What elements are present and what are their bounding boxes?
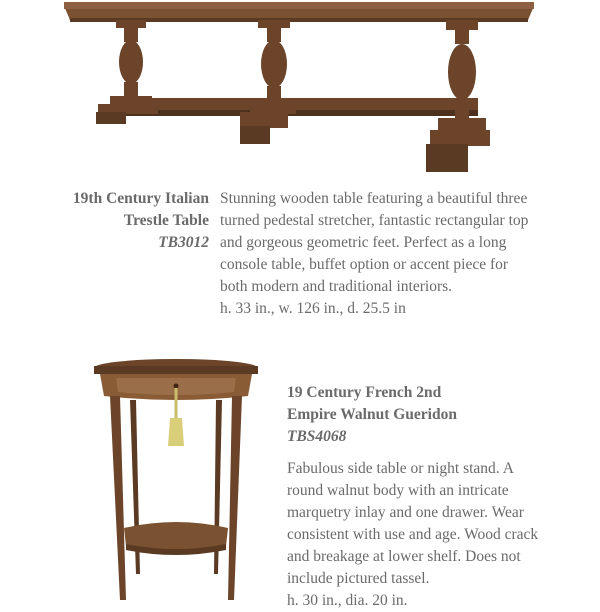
product-dimensions: h. 30 in., dia. 20 in. [287,592,408,609]
product-description-gueridon [287,458,577,612]
product-sku: TB3012 [158,234,209,251]
description-line: console table, buffet option or accent piece for [220,256,509,273]
product-sku: TBS4068 [287,428,347,445]
trestle-table-image [58,0,540,178]
description-line: consistent with use and age. Wood crack [287,526,539,543]
description-line: turned pedestal stretcher, fantastic rectangular top [220,212,529,229]
description-line: and breakage at lower shelf. Does not [287,548,521,565]
description-line: include pictured tassel. [287,570,430,587]
description-line: both modern and traditional interiors. [220,278,453,295]
description-line: and gorgeous geometric feet. Perfect as a long [220,234,507,251]
gueridon-table-image [86,356,266,600]
product-title-line: 19 Century French 2nd [287,384,442,401]
product-title-line: Trestle Table [123,212,209,229]
description-line: round walnut body with an intricate [287,482,509,499]
product-title-line: 19th Century Italian [72,190,209,207]
product-dimensions: h. 33 in., w. 126 in., d. 25.5 in [220,300,406,317]
product-title-line: Empire Walnut Gueridon [287,406,457,423]
description-line: marquetry inlay and one drawer. Wear [287,504,524,521]
product-title-trestle-table [73,188,209,254]
description-line: Stunning wooden table featuring a beautiful three [220,190,528,207]
product-title-gueridon [287,382,457,448]
product-description-trestle-table [220,188,560,320]
description-line: Fabulous side table or night stand. A [287,460,514,477]
